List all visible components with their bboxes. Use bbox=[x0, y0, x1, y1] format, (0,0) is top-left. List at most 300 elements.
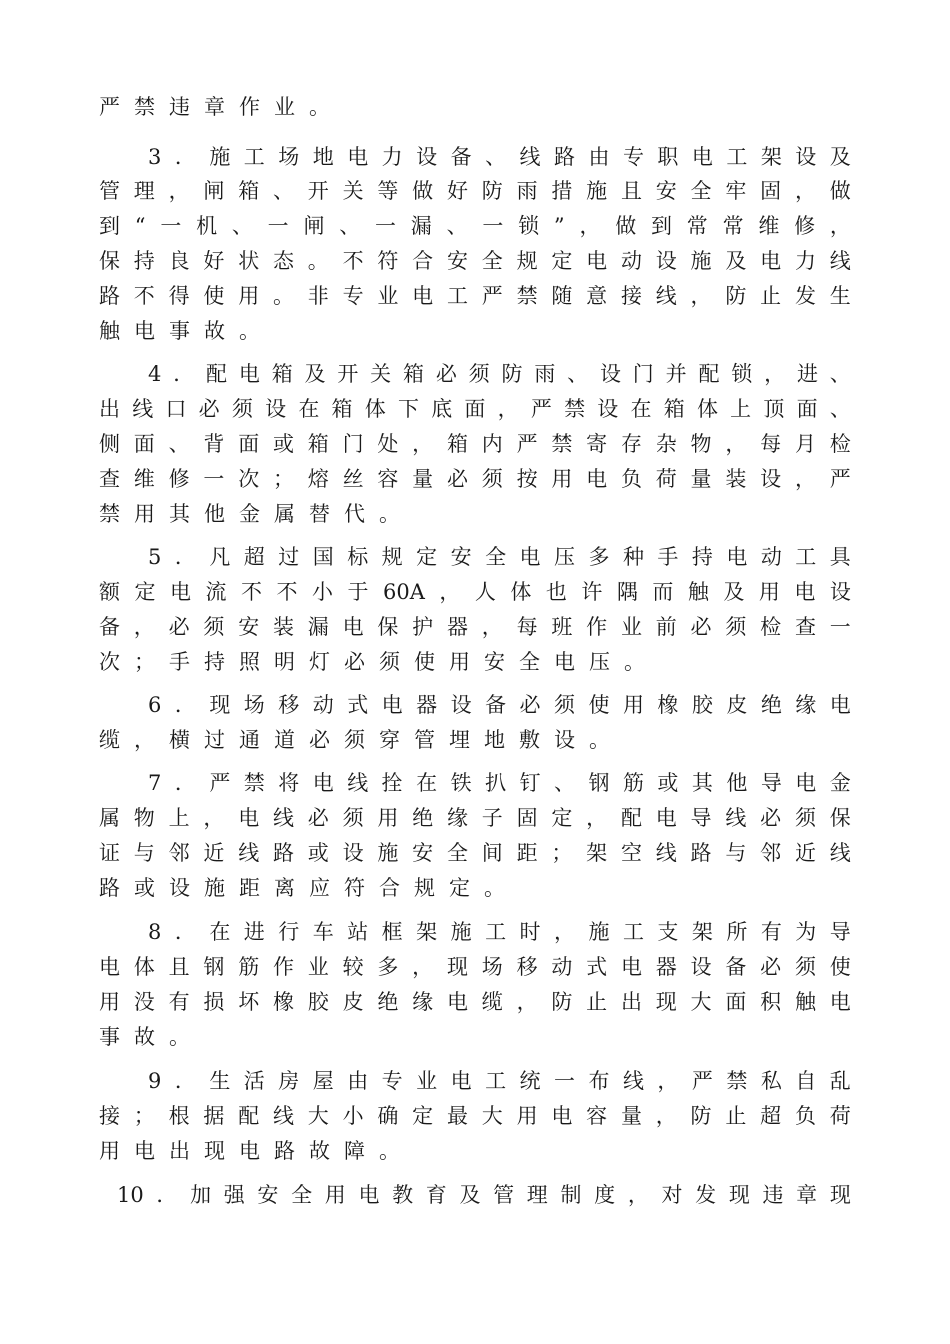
text-char: ， bbox=[133, 615, 155, 639]
text-char: 合 bbox=[412, 249, 434, 273]
text-char: 多 bbox=[377, 955, 399, 979]
text-char: 设 bbox=[760, 467, 782, 491]
text-char: 他 bbox=[726, 771, 748, 795]
text-char: 防 bbox=[501, 362, 523, 386]
text-char: 体 bbox=[696, 397, 718, 421]
text-char: 状 bbox=[238, 249, 260, 273]
text-char: 进 bbox=[796, 362, 818, 386]
text-line bbox=[99, 1136, 851, 1166]
text-char: 电 bbox=[726, 545, 748, 569]
text-char: 绝 bbox=[377, 990, 399, 1014]
text-char: 电 bbox=[620, 955, 642, 979]
text-char: 业 bbox=[620, 615, 642, 639]
text-char: 全 bbox=[481, 249, 503, 273]
text-char: 现 bbox=[728, 1183, 750, 1207]
text-char: 必 bbox=[344, 650, 365, 674]
text-char: 、 bbox=[168, 432, 190, 456]
text-char: 箱 bbox=[307, 432, 329, 456]
text-char: 次 bbox=[99, 650, 120, 674]
text-char: 固 bbox=[760, 179, 782, 203]
text-char: 一 bbox=[554, 1069, 575, 1093]
text-char: 用 bbox=[622, 693, 644, 717]
text-char: 额 bbox=[99, 580, 120, 604]
text-char: 物 bbox=[133, 806, 155, 830]
text-char: 距 bbox=[516, 841, 538, 865]
text-char: 路 bbox=[272, 841, 294, 865]
text-char: 工 bbox=[485, 1069, 507, 1093]
text-line bbox=[99, 952, 851, 982]
text-char: 、 bbox=[829, 397, 851, 421]
text-char: 代 bbox=[344, 502, 365, 526]
text-line bbox=[99, 394, 851, 424]
text-char: 事 bbox=[169, 319, 190, 343]
text-char: 职 bbox=[657, 145, 679, 169]
text-char: 现 bbox=[829, 1183, 851, 1207]
text-char: 电 bbox=[829, 693, 851, 717]
text-char: 、 bbox=[446, 214, 468, 238]
text-char: 其 bbox=[169, 502, 190, 526]
text-char: 缘 bbox=[446, 806, 468, 830]
text-char: 设 bbox=[416, 145, 438, 169]
text-char: 用 bbox=[324, 1183, 346, 1207]
text-char: 育 bbox=[425, 1183, 447, 1207]
text-char: 防 bbox=[551, 990, 573, 1014]
text-char: 备 bbox=[485, 693, 507, 717]
text-char: ， bbox=[203, 806, 225, 830]
text-char: 也 bbox=[545, 580, 567, 604]
text-char: 铁 bbox=[450, 771, 472, 795]
text-char: 或 bbox=[657, 771, 679, 795]
text-char: 严 bbox=[209, 771, 231, 795]
text-char: 子 bbox=[481, 806, 503, 830]
text-char: 必 bbox=[690, 615, 712, 639]
text-char: 电 bbox=[519, 545, 541, 569]
text-char: 严 bbox=[691, 1069, 713, 1093]
text-char: 荷 bbox=[655, 467, 677, 491]
text-char: 检 bbox=[760, 615, 782, 639]
text-char: 严 bbox=[829, 467, 851, 491]
text-char: 架 bbox=[760, 145, 782, 169]
text-char: 制 bbox=[560, 1183, 582, 1207]
text-char: 随 bbox=[551, 284, 573, 308]
text-char: 安 bbox=[238, 615, 260, 639]
text-char: 管 bbox=[493, 1183, 515, 1207]
text-char: 电 bbox=[134, 1139, 155, 1163]
text-char: 电 bbox=[794, 580, 816, 604]
text-char: 手 bbox=[169, 650, 190, 674]
text-char: 工 bbox=[243, 145, 265, 169]
text-char: 良 bbox=[168, 249, 190, 273]
text-char: 动 bbox=[760, 545, 782, 569]
text-char: 电 bbox=[170, 580, 191, 604]
text-line bbox=[148, 917, 851, 947]
text-char: ， bbox=[829, 214, 851, 238]
text-char: 施 bbox=[377, 841, 399, 865]
text-char: 故 bbox=[134, 1025, 155, 1049]
text-char: 在 bbox=[298, 397, 320, 421]
text-char: 筋 bbox=[238, 955, 260, 979]
text-char: 专 bbox=[381, 1069, 403, 1093]
text-char: 、 bbox=[485, 145, 507, 169]
text-char: 定 bbox=[551, 249, 573, 273]
text-char: 。 bbox=[484, 876, 505, 900]
text-char: ， bbox=[412, 432, 434, 456]
text-char: 侧 bbox=[99, 432, 120, 456]
text-char: 设 bbox=[599, 362, 621, 386]
text-char: 道 bbox=[274, 728, 295, 752]
text-char: 进 bbox=[243, 920, 265, 944]
text-char: 钢 bbox=[203, 955, 225, 979]
text-char: 查 bbox=[794, 615, 816, 639]
text-char: 钢 bbox=[588, 771, 610, 795]
text-char: 体 bbox=[364, 397, 386, 421]
text-char: ， bbox=[439, 580, 461, 604]
text-char: ， bbox=[794, 467, 816, 491]
text-char: 设 bbox=[342, 841, 364, 865]
text-char: 电 bbox=[586, 249, 608, 273]
text-char: 间 bbox=[481, 841, 503, 865]
text-char: 班 bbox=[551, 615, 573, 639]
text-char: 设 bbox=[829, 580, 851, 604]
text-char: 安 bbox=[484, 650, 505, 674]
text-char: 压 bbox=[554, 545, 575, 569]
text-char: 到 bbox=[651, 214, 672, 238]
text-char: 按 bbox=[516, 467, 538, 491]
text-char: 下 bbox=[397, 397, 419, 421]
text-char: 须 bbox=[481, 467, 503, 491]
text-char: 使 bbox=[203, 284, 225, 308]
text-char: 用 bbox=[238, 284, 260, 308]
text-char: 金 bbox=[829, 771, 851, 795]
text-char: 现 bbox=[209, 693, 231, 717]
text-char: 不 bbox=[241, 580, 262, 604]
text-char: 管 bbox=[99, 179, 120, 203]
text-char: 量 bbox=[412, 467, 434, 491]
text-char: 必 bbox=[168, 615, 190, 639]
text-char: 全 bbox=[485, 545, 507, 569]
text-char: 且 bbox=[168, 955, 190, 979]
text-char: 大 bbox=[690, 990, 712, 1014]
text-char: 锁 bbox=[731, 362, 753, 386]
text-char: 用 bbox=[758, 580, 780, 604]
text-char: 距 bbox=[239, 876, 260, 900]
text-char: 用 bbox=[99, 1139, 120, 1163]
text-char: 确 bbox=[377, 1104, 399, 1128]
text-char: 现 bbox=[204, 1139, 225, 1163]
text-char: 在 bbox=[630, 397, 652, 421]
text-char: 专 bbox=[622, 145, 644, 169]
text-char: 敷 bbox=[519, 728, 540, 752]
text-char: 式 bbox=[586, 955, 608, 979]
text-char: 埋 bbox=[449, 728, 470, 752]
text-char: 用 bbox=[99, 990, 120, 1014]
text-line bbox=[99, 211, 851, 241]
text-char: 强 bbox=[223, 1183, 245, 1207]
text-char: 穿 bbox=[379, 728, 400, 752]
text-line bbox=[99, 873, 851, 903]
text-char: 箱 bbox=[663, 397, 685, 421]
text-char: 电 bbox=[450, 1069, 472, 1093]
text-char: 动 bbox=[312, 693, 334, 717]
text-char: 电 bbox=[99, 955, 120, 979]
text-line bbox=[99, 246, 851, 276]
text-char: 用 bbox=[551, 467, 573, 491]
text-char: 一 bbox=[267, 214, 289, 238]
text-char: 。 bbox=[379, 502, 400, 526]
text-char: 门 bbox=[632, 362, 654, 386]
text-char: 禁 bbox=[564, 397, 586, 421]
text-char: 屋 bbox=[312, 1069, 334, 1093]
text-char: 防 bbox=[481, 179, 503, 203]
text-char: 金 bbox=[239, 502, 260, 526]
text-char: 并 bbox=[665, 362, 687, 386]
text-char: 皮 bbox=[726, 693, 748, 717]
text-char: 常 bbox=[686, 214, 708, 238]
text-char: 导 bbox=[690, 806, 712, 830]
text-char: 止 bbox=[760, 284, 782, 308]
text-char: 严 bbox=[481, 284, 503, 308]
text-char: 必 bbox=[446, 467, 468, 491]
text-char: 有 bbox=[168, 990, 190, 1014]
text-char: 违 bbox=[169, 95, 190, 119]
text-char: 电 bbox=[551, 1104, 573, 1128]
text-line bbox=[99, 803, 851, 833]
text-char: 触 bbox=[687, 580, 709, 604]
text-line bbox=[99, 316, 851, 346]
text-char: 意 bbox=[586, 284, 608, 308]
text-char: 器 bbox=[446, 615, 468, 639]
text-char: 电 bbox=[795, 771, 817, 795]
text-char: 通 bbox=[239, 728, 260, 752]
text-char: 拴 bbox=[381, 771, 403, 795]
text-char: 器 bbox=[416, 693, 438, 717]
text-char: 常 bbox=[722, 214, 744, 238]
text-char: 灯 bbox=[309, 650, 330, 674]
text-char: 必 bbox=[760, 806, 782, 830]
text-char: 上 bbox=[168, 806, 190, 830]
text-char: 专 bbox=[342, 284, 364, 308]
text-char: 积 bbox=[760, 990, 782, 1014]
text-char: 车 bbox=[312, 920, 334, 944]
text-char: 线 bbox=[829, 841, 851, 865]
text-char: 流 bbox=[205, 580, 227, 604]
text-char: 安 bbox=[450, 545, 472, 569]
text-char: 许 bbox=[581, 580, 603, 604]
text-char: 。 bbox=[169, 1025, 190, 1049]
text-char: 移 bbox=[278, 693, 300, 717]
text-char: 一 bbox=[203, 467, 225, 491]
text-char: 符 bbox=[344, 876, 365, 900]
text-char: 备 bbox=[450, 145, 472, 169]
text-line bbox=[99, 987, 851, 1017]
text-char: 电 bbox=[655, 806, 677, 830]
text-char: 超 bbox=[760, 1104, 782, 1128]
text-char: 门 bbox=[342, 432, 364, 456]
text-char: 生 bbox=[209, 1069, 231, 1093]
text-char: 设 bbox=[265, 397, 287, 421]
text-char: 线 bbox=[655, 284, 677, 308]
text-line bbox=[99, 281, 851, 311]
text-char: 小 bbox=[342, 1104, 364, 1128]
text-line bbox=[117, 1180, 851, 1210]
text-line bbox=[99, 1101, 851, 1131]
text-char: 。 bbox=[272, 284, 294, 308]
text-char: 使 bbox=[588, 693, 610, 717]
text-char: 检 bbox=[829, 432, 851, 456]
text-char: 前 bbox=[655, 615, 677, 639]
text-char: 须 bbox=[794, 955, 816, 979]
text-char: 面 bbox=[464, 397, 486, 421]
text-char: ” bbox=[553, 214, 565, 238]
text-char: 证 bbox=[99, 841, 120, 865]
text-char: 在 bbox=[209, 920, 231, 944]
text-line bbox=[99, 725, 851, 755]
text-char: 措 bbox=[551, 179, 573, 203]
text-char: 大 bbox=[481, 1104, 503, 1128]
text-char: 设 bbox=[450, 693, 472, 717]
text-char: 顶 bbox=[763, 397, 785, 421]
text-char: 标 bbox=[347, 545, 369, 569]
text-char: 绝 bbox=[412, 806, 434, 830]
text-char: 业 bbox=[307, 955, 329, 979]
text-char: 隅 bbox=[616, 580, 638, 604]
text-char: 动 bbox=[620, 249, 642, 273]
text-char: 线 bbox=[272, 1104, 294, 1128]
text-char: 设 bbox=[690, 955, 712, 979]
text-char: 据 bbox=[203, 1104, 225, 1128]
text-char: 必 bbox=[760, 955, 782, 979]
text-char: 维 bbox=[758, 214, 780, 238]
text-char: 装 bbox=[725, 467, 747, 491]
text-char: 工 bbox=[446, 284, 468, 308]
text-char: ， bbox=[554, 920, 575, 944]
text-char: 保 bbox=[99, 249, 120, 273]
text-char: 护 bbox=[412, 615, 434, 639]
text-char: 全 bbox=[519, 650, 540, 674]
text-char: 须 bbox=[231, 397, 253, 421]
text-char: 房 bbox=[278, 1069, 300, 1093]
text-line bbox=[99, 499, 851, 529]
text-char: 须 bbox=[468, 362, 490, 386]
text-char: 路 bbox=[99, 876, 120, 900]
text-char: ， bbox=[412, 955, 434, 979]
text-char: 路 bbox=[690, 841, 712, 865]
text-char: 符 bbox=[377, 249, 399, 273]
text-char: ， bbox=[134, 728, 155, 752]
text-char: 7 bbox=[148, 771, 162, 795]
text-char: 规 bbox=[414, 876, 435, 900]
text-char: 口 bbox=[165, 397, 187, 421]
text-char: 线 bbox=[347, 771, 369, 795]
text-char: 胶 bbox=[691, 693, 713, 717]
text-char: 障 bbox=[344, 1139, 365, 1163]
text-char: 内 bbox=[481, 432, 503, 456]
text-char: 箱 bbox=[331, 397, 353, 421]
text-char: 线 bbox=[829, 249, 851, 273]
text-line bbox=[99, 612, 851, 642]
text-char: 等 bbox=[377, 179, 399, 203]
text-char: 线 bbox=[272, 806, 294, 830]
text-char: 胶 bbox=[307, 990, 329, 1014]
text-char: 严 bbox=[530, 397, 552, 421]
text-char: 没 bbox=[133, 990, 155, 1014]
text-line bbox=[148, 359, 851, 389]
text-char: 违 bbox=[762, 1183, 784, 1207]
text-char: 布 bbox=[588, 1069, 610, 1093]
text-char: 发 bbox=[695, 1183, 717, 1207]
text-char: 非 bbox=[307, 284, 329, 308]
text-char: 备 bbox=[725, 955, 747, 979]
text-char: 及 bbox=[723, 580, 745, 604]
text-char: 。 bbox=[624, 650, 645, 674]
text-line bbox=[148, 1066, 851, 1096]
text-char: 须 bbox=[379, 650, 400, 674]
text-char: 。 bbox=[239, 319, 260, 343]
text-char: 皮 bbox=[342, 990, 364, 1014]
text-char: 在 bbox=[416, 771, 438, 795]
text-char: 须 bbox=[554, 693, 575, 717]
text-char: 路 bbox=[274, 1139, 295, 1163]
text-char: 保 bbox=[377, 615, 399, 639]
text-char: 理 bbox=[133, 179, 155, 203]
text-char: “ bbox=[134, 214, 146, 238]
text-char: 场 bbox=[481, 955, 503, 979]
text-char: 一 bbox=[829, 615, 851, 639]
text-char: 管 bbox=[414, 728, 435, 752]
text-char: 做 bbox=[829, 179, 851, 203]
text-char: 电 bbox=[239, 1139, 260, 1163]
text-char: 为 bbox=[795, 920, 817, 944]
text-char: 业 bbox=[416, 1069, 438, 1093]
text-line bbox=[99, 464, 851, 494]
text-char: 活 bbox=[243, 1069, 265, 1093]
text-line bbox=[99, 429, 851, 459]
text-char: 安 bbox=[257, 1183, 279, 1207]
text-char: 熔 bbox=[307, 467, 329, 491]
text-char: 牢 bbox=[725, 179, 747, 203]
text-char: 凡 bbox=[209, 545, 231, 569]
text-char: 现 bbox=[446, 955, 468, 979]
text-char: 物 bbox=[690, 432, 712, 456]
text-line bbox=[99, 1022, 851, 1052]
text-char: 施 bbox=[690, 249, 712, 273]
text-char: 好 bbox=[446, 179, 468, 203]
text-char: 扒 bbox=[485, 771, 507, 795]
text-char: 漏 bbox=[410, 214, 432, 238]
text-char: 5 bbox=[148, 545, 162, 569]
text-char: 一 bbox=[160, 214, 182, 238]
text-char: 钉 bbox=[519, 771, 541, 795]
text-char: ， bbox=[497, 397, 519, 421]
text-char: 工 bbox=[726, 145, 748, 169]
text-char: 寄 bbox=[586, 432, 608, 456]
text-char: 、 bbox=[339, 214, 361, 238]
text-char: 电 bbox=[358, 1183, 380, 1207]
text-char: 理 bbox=[526, 1183, 548, 1207]
text-char: 4 bbox=[148, 362, 162, 386]
text-char: 量 bbox=[620, 1104, 642, 1128]
text-char: 属 bbox=[274, 502, 295, 526]
text-char: 架 bbox=[416, 920, 438, 944]
text-char: 行 bbox=[278, 920, 300, 944]
text-char: 用 bbox=[449, 650, 470, 674]
text-char: 且 bbox=[620, 179, 642, 203]
text-char: 禁 bbox=[134, 95, 155, 119]
text-char: 坏 bbox=[238, 990, 260, 1014]
text-char: 查 bbox=[99, 467, 120, 491]
text-char: 设 bbox=[554, 728, 575, 752]
text-char: 须 bbox=[203, 615, 225, 639]
